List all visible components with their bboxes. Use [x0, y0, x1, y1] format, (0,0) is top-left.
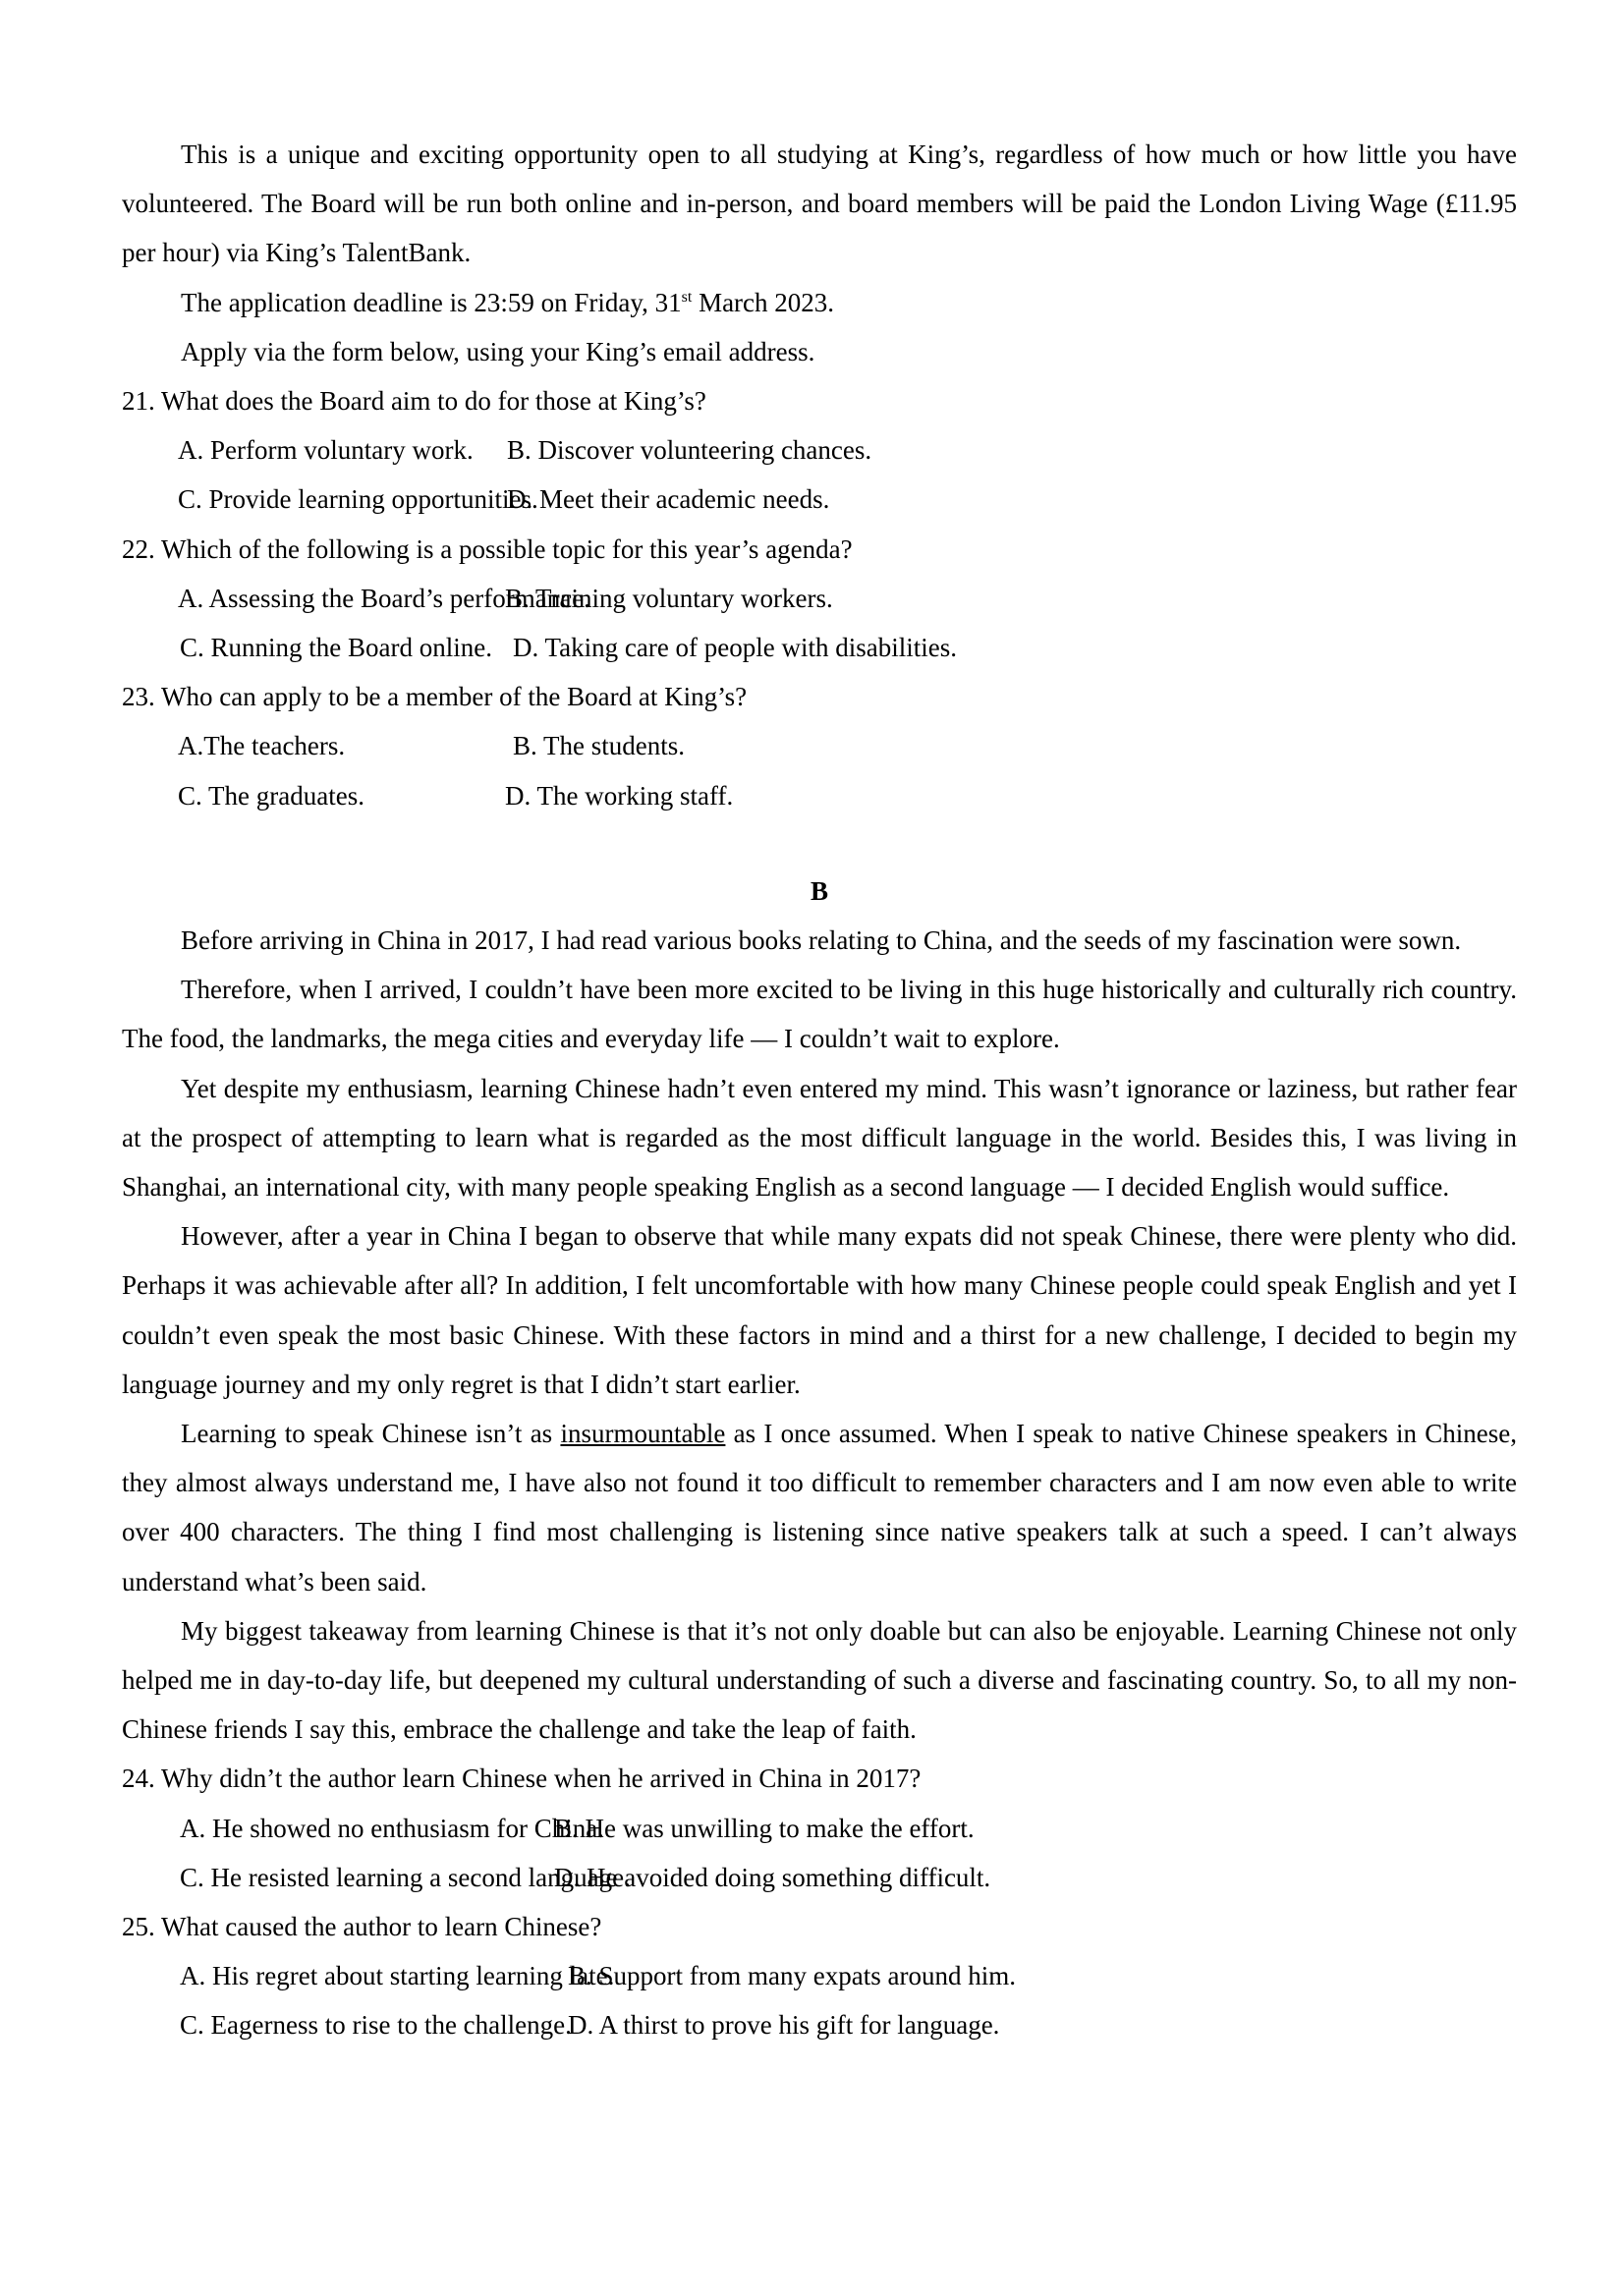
paragraph-5-end: as I once assumed. When I speak to native Chinese speakers in Chinese, they almost always understand me, I have also not found it too difficult to remember characters and I am now even able to write over 400 characters. The thing I find most challenging is listening since native speakers talk at such a speed. I can’t always understand what’s been said. [122, 1418, 1517, 1596]
option-23-a: A.The teachers. [178, 731, 346, 761]
option-23-c: C. The graduates. [178, 780, 364, 811]
option-25-b: B. Support from many expats around him. [568, 1961, 1016, 1991]
deadline-text-end: March 2023. [692, 287, 835, 317]
question-24-options-row-1 [122, 1804, 1517, 1853]
question-24-options-row-2 [122, 1853, 1517, 1902]
option-21-b: B. Discover volunteering chances. [507, 435, 872, 466]
question-23-options-row-1 [122, 721, 1517, 770]
question-25-options-row-1 [122, 1951, 1517, 2000]
option-21-a: A. Perform voluntary work. [178, 435, 474, 466]
passage-b-paragraph-4: However, after a year in China I began to observe that while many expats did not speak Chinese, there were plenty who did. Perhaps it was achievable after all? In addition, I felt uncomfortable with how many Chinese people could speak English and yet I couldn’t even speak the most basic Chinese. With these factors in mind and a thirst for a new challenge, I decided to begin my language journey and my only regret is that I didn’t start earlier. [122, 1221, 1517, 1399]
option-24-d: D. He avoided doing something difficult. [554, 1862, 991, 1892]
option-25-d: D. A thirst to prove his gift for language. [568, 2010, 1000, 2041]
option-24-a: A. He showed no enthusiasm for China. [180, 1813, 604, 1843]
passage-b-paragraph-5 [122, 1409, 1517, 1606]
deadline-text: The application deadline is 23:59 on Friday, 31 [181, 287, 682, 317]
question-23-stem: 23. Who can apply to be a member of the Board at King’s? [122, 682, 748, 712]
question-22-stem: 22. Which of the following is a possible topic for this year’s agenda? [122, 533, 853, 564]
question-24-stem: 24. Why didn’t the author learn Chinese when he arrived in China in 2017? [122, 1764, 922, 1794]
option-22-b: B. Training voluntary workers. [505, 583, 833, 613]
passage-a-paragraph-2 [122, 278, 1517, 327]
section-b-heading: B [810, 875, 828, 906]
option-23-d: D. The working staff. [505, 780, 734, 811]
underlined-word: insurmountable [560, 1418, 726, 1448]
passage-b-paragraph-6: My biggest takeaway from learning Chinese is that it’s not only doable but can also be enjoyable. Learning Chinese not only helped me in day-to-day life, but deepened my cultural understanding of such a diverse and fascinating country. So, to all my non-Chinese friends I say this, embrace the challenge and take the leap of faith. [122, 1615, 1517, 1745]
question-23-options-row-2 [122, 771, 1517, 820]
option-25-a: A. His regret about starting learning late. [180, 1961, 615, 1991]
question-25-stem: 25. What caused the author to learn Chinese? [122, 1911, 602, 1941]
passage-a-paragraph-1: This is a unique and exciting opportunity open to all studying at King’s, regardless of how much or how little you have volunteered. The Board will be run both online and in-person, and board members will be paid the London Living Wage (£11.95 per hour) via King’s TalentBank. [122, 140, 1517, 268]
passage-b-paragraph-3: Yet despite my enthusiasm, learning Chinese hadn’t even entered my mind. This wasn’t ignorance or laziness, but rather fear at the prospect of attempting to learn what is regarded as the most difficult language in the world. Besides this, I was living in Shanghai, an international city, with many people speaking English as a second language — I decided English would suffice. [122, 1073, 1517, 1202]
option-22-d: D. Taking care of people with disabilities. [513, 632, 957, 662]
question-22-options-row-2 [122, 623, 1517, 672]
question-21-stem: 21. What does the Board aim to do for those at King’s? [122, 386, 706, 417]
question-25-options-row-2 [122, 2000, 1517, 2049]
option-25-c: C. Eagerness to rise to the challenge. [180, 2010, 572, 2041]
option-21-d: D. Meet their academic needs. [507, 484, 830, 515]
paragraph-5-start: Learning to speak Chinese isn’t as [181, 1418, 561, 1448]
option-21-c: C. Provide learning opportunities. [178, 484, 538, 515]
option-24-c: C. He resisted learning a second language. [180, 1862, 631, 1892]
passage-b-paragraph-1: Before arriving in China in 2017, I had read various books relating to China, and the seeds of my fascination were sown. [181, 924, 1462, 955]
option-22-a: A. Assessing the Board’s performance. [178, 583, 590, 613]
deadline-superscript: st [681, 288, 693, 306]
question-21-options-row-2 [122, 475, 1517, 524]
option-22-c: C. Running the Board online. [180, 632, 492, 662]
passage-b-paragraph-2: Therefore, when I arrived, I couldn’t have been more excited to be living in this huge historically and culturally rich country. The food, the landmarks, the mega cities and everyday life — I couldn’t wait to explore. [122, 975, 1517, 1054]
question-22-options-row-1 [122, 574, 1517, 623]
question-21-options-row-1 [122, 425, 1517, 475]
option-24-b: B. He was unwilling to make the effort. [554, 1813, 975, 1843]
option-23-b: B. The students. [513, 731, 685, 761]
exam-page [122, 130, 1517, 2049]
passage-a-paragraph-3: Apply via the form below, using your King’s email address. [181, 336, 815, 366]
